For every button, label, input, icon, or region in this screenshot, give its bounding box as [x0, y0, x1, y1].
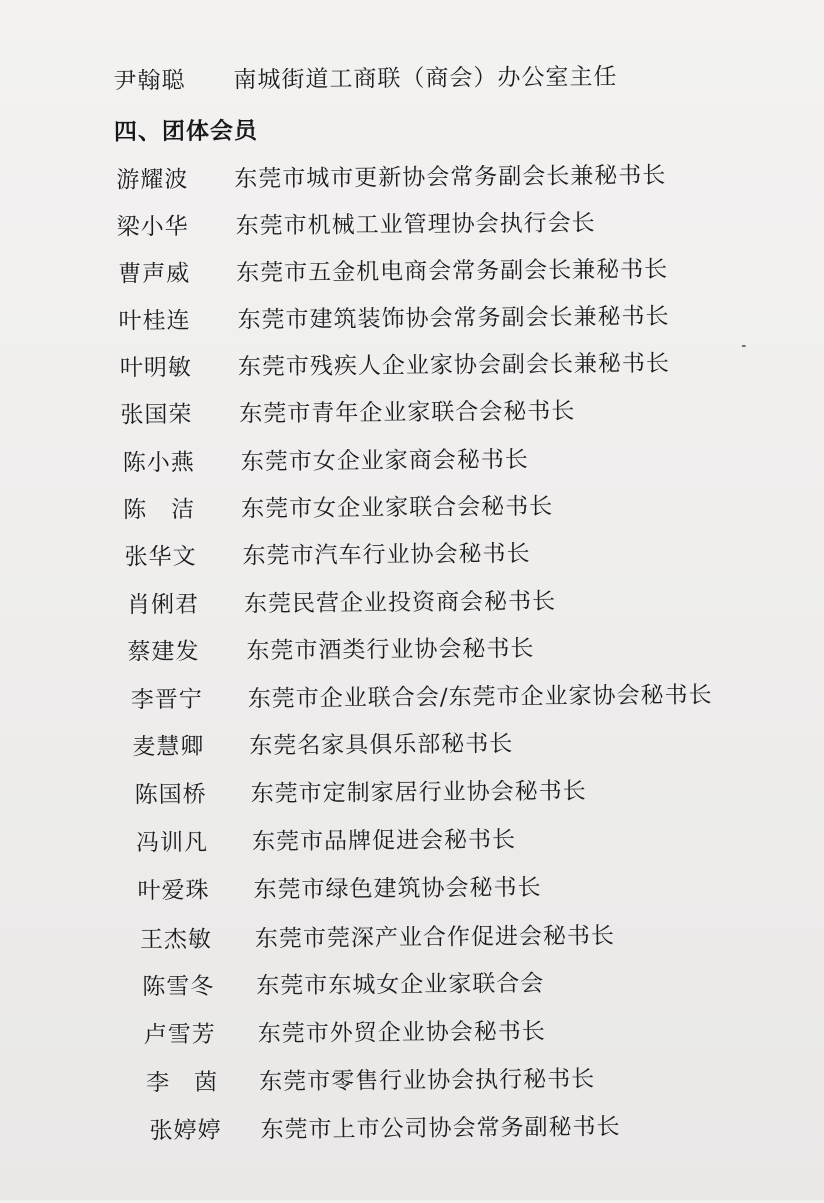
member-name: 李晋宁 [131, 680, 203, 714]
member-position: 东莞市酒类行业协会秘书长 [246, 629, 534, 665]
member-position: 东莞市女企业家商会秘书长 [241, 440, 529, 476]
member-name: 张华文 [124, 537, 196, 571]
member-position: 东莞市汽车行业协会秘书长 [242, 534, 530, 570]
member-name: 叶爱珠 [137, 871, 209, 905]
member-position: 东莞市零售行业协会执行秘书长 [259, 1060, 595, 1096]
member-name: 张国荣 [120, 395, 192, 429]
member-name: 梁小华 [117, 207, 189, 241]
member-position: 东莞市莞深产业合作促进会秘书长 [255, 917, 615, 953]
member-name: 王杰敏 [140, 920, 212, 954]
member-name: 叶桂连 [118, 301, 190, 335]
member-name: 陈国桥 [135, 775, 207, 809]
member-name: 肖俐君 [127, 585, 199, 619]
member-name: 陈雪冬 [142, 967, 214, 1001]
member-position: 南城街道工商联（商会）办公室主任 [233, 58, 617, 94]
section-heading: 四、团体会员 [114, 112, 258, 146]
member-list [0, 0, 819, 4]
member-name: 游耀波 [116, 160, 188, 194]
member-position: 东莞市绿色建筑协会秘书长 [253, 868, 541, 904]
member-name: 陈 洁 [123, 490, 195, 524]
member-position: 东莞市机械工业管理协会执行会长 [236, 204, 596, 240]
member-position: 东莞市建筑装饰协会常务副会长兼秘书长 [237, 297, 669, 334]
member-name: 蔡建发 [127, 632, 199, 666]
member-position: 东莞市外贸企业协会秘书长 [258, 1012, 546, 1048]
member-name: 冯训凡 [136, 823, 208, 857]
member-position: 东莞市青年企业家联合会秘书长 [239, 392, 575, 428]
member-name: 曹声威 [118, 254, 190, 288]
member-position: 东莞市定制家居行业协会秘书长 [251, 772, 587, 808]
member-position: 东莞民营企业投资商会秘书长 [244, 582, 556, 618]
member-name: 李 茵 [146, 1063, 218, 1097]
member-position: 东莞市品牌促进会秘书长 [252, 820, 516, 855]
member-name: 麦慧卿 [132, 727, 204, 761]
member-position: 东莞市东城女企业家联合会 [256, 964, 544, 1000]
paper-speck [742, 345, 746, 347]
member-name: 陈小燕 [123, 443, 195, 477]
member-name: 卢雪芳 [144, 1015, 216, 1049]
member-position: 东莞市上市公司协会常务副秘书长 [260, 1108, 620, 1144]
member-position: 东莞市企业联合会/东莞市企业家协会秘书长 [248, 676, 713, 713]
member-position: 东莞市五金机电商会常务副会长兼秘书长 [236, 250, 668, 287]
member-position: 东莞市城市更新协会常务副会长兼秘书长 [234, 156, 666, 193]
member-name: 叶明敏 [120, 348, 192, 382]
member-position: 东莞市女企业家联合会秘书长 [241, 487, 553, 523]
member-name: 尹翰聪 [113, 61, 185, 95]
member-name: 张婷婷 [149, 1111, 221, 1145]
member-position: 东莞市残疾人企业家协会副会长兼秘书长 [238, 344, 670, 381]
member-position: 东莞名家具俱乐部秘书长 [249, 725, 513, 760]
